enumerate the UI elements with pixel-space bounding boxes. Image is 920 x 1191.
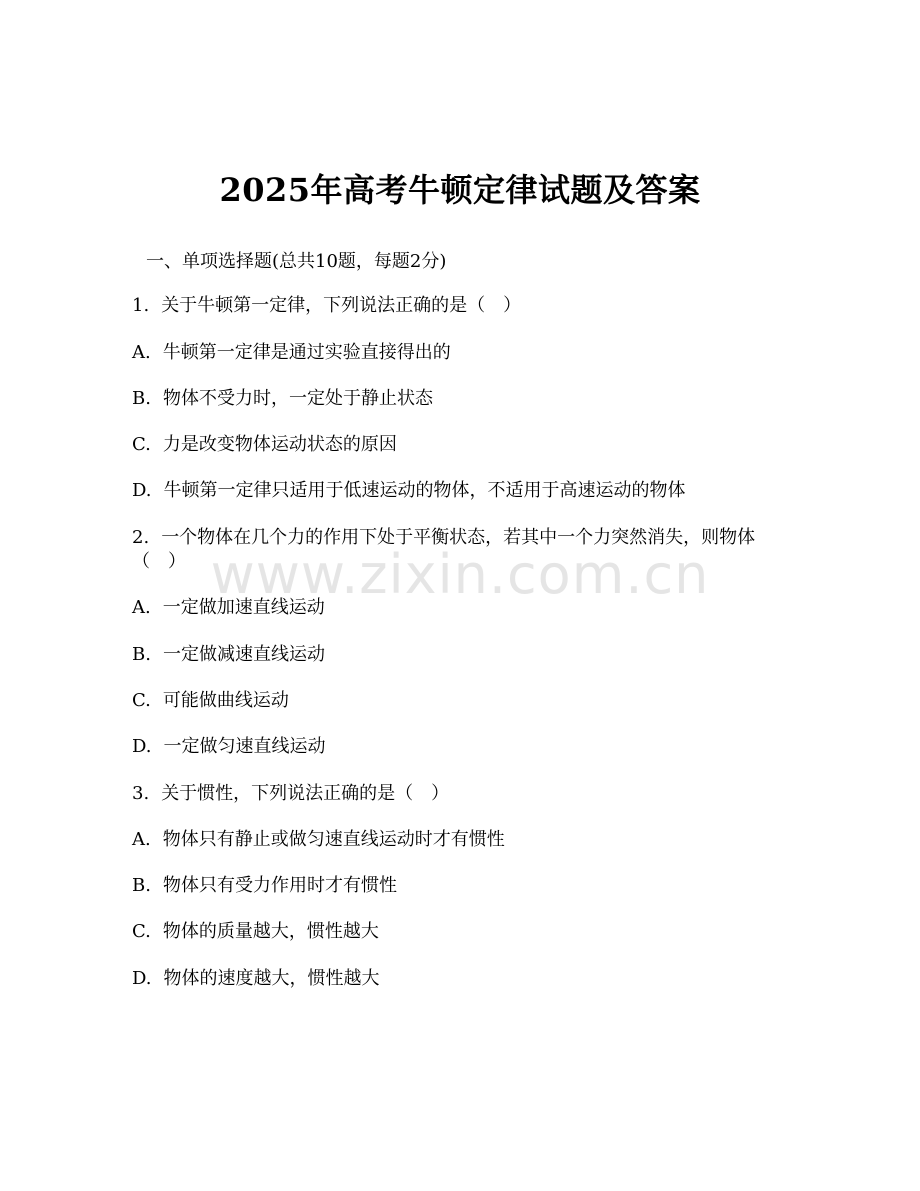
option-b (132, 874, 792, 898)
option-label: A. (132, 597, 151, 619)
option-b (132, 643, 792, 667)
option-c (132, 433, 792, 457)
option-d (132, 967, 792, 991)
question-3 (132, 782, 792, 991)
option-label: B. (132, 875, 151, 897)
option-text: 一定做加速直线运动 (162, 597, 325, 619)
document-body (132, 250, 792, 1013)
option-text: 力是改变物体运动状态的原因 (162, 434, 397, 456)
option-c (132, 920, 792, 944)
option-a (132, 828, 792, 852)
question-1 (132, 294, 792, 503)
option-c (132, 689, 792, 713)
option-label: D. (132, 736, 152, 758)
question-stem (132, 782, 792, 806)
question-stem (132, 526, 782, 575)
option-label: C. (132, 921, 151, 943)
option-text: 物体的质量越大，惯性越大 (162, 921, 379, 943)
option-b (132, 387, 792, 411)
document-title: 2025年高考牛顿定律试题及答案 (219, 171, 701, 210)
option-label: D. (132, 480, 152, 502)
option-text: 一定做匀速直线运动 (163, 736, 326, 758)
option-text: 物体不受力时，一定处于静止状态 (162, 387, 433, 409)
option-d (132, 479, 792, 503)
option-text: 物体只有静止或做匀速直线运动时才有惯性 (162, 828, 505, 850)
question-number: 2. (132, 526, 150, 548)
option-label: C. (132, 434, 151, 456)
option-label: A. (132, 828, 151, 850)
watermark: www.zixin.com.cn (210, 543, 710, 606)
option-a (132, 341, 792, 365)
option-text: 物体的速度越大，惯性越大 (163, 967, 380, 989)
question-stem (132, 294, 792, 318)
option-label: A. (132, 341, 151, 363)
option-text: 一定做减速直线运动 (162, 643, 325, 665)
option-label: B. (132, 387, 151, 409)
option-label: D. (132, 967, 152, 989)
option-text: 物体只有受力作用时才有惯性 (162, 875, 397, 897)
option-label: C. (132, 689, 151, 711)
option-text: 牛顿第一定律是通过实验直接得出的 (162, 341, 451, 363)
question-text: 关于惯性，下列说法正确的是（ ） (161, 782, 450, 804)
question-number: 3. (132, 782, 150, 804)
option-label: B. (132, 643, 151, 665)
question-text: 一个物体在几个力的作用下处于平衡状态，若其中一个力突然消失，则物体（ ） (132, 526, 756, 573)
question-text: 关于牛顿第一定律，下列说法正确的是（ ） (161, 295, 522, 317)
option-d (132, 735, 792, 759)
question-number: 1. (132, 295, 150, 317)
section-heading: 一、单项选择题(总共10题，每题2分) (146, 251, 447, 272)
option-text: 牛顿第一定律只适用于低速运动的物体，不适用于高速运动的物体 (163, 480, 686, 502)
option-text: 可能做曲线运动 (162, 689, 289, 711)
option-a (132, 596, 792, 620)
question-2 (132, 526, 792, 760)
